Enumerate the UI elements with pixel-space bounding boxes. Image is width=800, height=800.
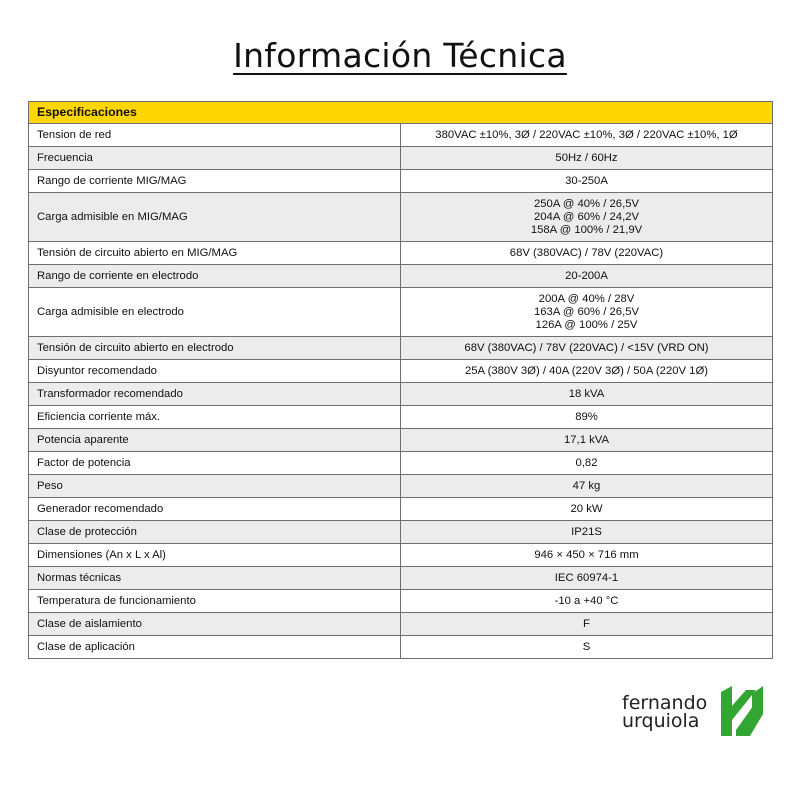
table-row: [29, 406, 773, 429]
logo-line-2: urquiola: [622, 710, 700, 732]
spec-label: Peso: [29, 475, 401, 498]
spec-value: [401, 567, 773, 590]
spec-value: [401, 360, 773, 383]
spec-value-line: 250A @ 40% / 26,5V: [533, 197, 640, 210]
spec-value-line: 126A @ 100% / 25V: [535, 318, 638, 331]
spec-value-line: 380VAC ±10%, 3Ø / 220VAC ±10%, 3Ø / 220VAC ±10%, 1Ø: [435, 128, 738, 141]
logo-line-1: fernando: [622, 692, 708, 714]
spec-value-line: F: [583, 617, 590, 630]
spec-label: Potencia aparente: [29, 429, 401, 452]
spec-value-line: 18 kVA: [568, 387, 605, 400]
spec-value: [401, 429, 773, 452]
spec-value-line: 946 × 450 × 716 mm: [534, 548, 639, 561]
spec-value: [401, 124, 773, 147]
spec-label: Clase de aislamiento: [29, 613, 401, 636]
spec-value: [401, 383, 773, 406]
spec-label: Temperatura de funcionamiento: [29, 590, 401, 613]
spec-label: Frecuencia: [29, 147, 401, 170]
spec-value-line: 68V (380VAC) / 78V (220VAC): [509, 246, 664, 259]
spec-value-line: 163A @ 60% / 26,5V: [533, 305, 640, 318]
spec-value: [401, 170, 773, 193]
spec-value: [401, 406, 773, 429]
spec-value-line: 0,82: [575, 456, 598, 469]
spec-label: Clase de aplicación: [29, 636, 401, 659]
spec-value-line: 25A (380V 3Ø) / 40A (220V 3Ø) / 50A (220V 1Ø): [464, 364, 709, 377]
spec-label: Transformador recomendado: [29, 383, 401, 406]
spec-label: Tensión de circuito abierto en electrodo: [29, 337, 401, 360]
spec-value: [401, 613, 773, 636]
spec-value-line: 68V (380VAC) / 78V (220VAC) / <15V (VRD ON): [464, 341, 709, 354]
spec-label: Dimensiones (An x L x Al): [29, 544, 401, 567]
spec-label: Carga admisible en electrodo: [29, 288, 401, 337]
logo-mark-icon: [720, 684, 764, 738]
table-row: [29, 170, 773, 193]
spec-value-line: 204A @ 60% / 24,2V: [533, 210, 640, 223]
spec-value-line: 17,1 kVA: [563, 433, 609, 446]
spec-value-line: 158A @ 100% / 21,9V: [530, 223, 643, 236]
spec-value: [401, 498, 773, 521]
spec-value: [401, 475, 773, 498]
spec-value: [401, 452, 773, 475]
table-row: [29, 383, 773, 406]
table-row: [29, 265, 773, 288]
table-row: [29, 193, 773, 242]
spec-label: Rango de corriente en electrodo: [29, 265, 401, 288]
spec-value-line: 20 kW: [570, 502, 603, 515]
table-row: [29, 636, 773, 659]
table-row: [29, 544, 773, 567]
spec-value-line: -10 a +40 °C: [554, 594, 619, 607]
table-row: [29, 288, 773, 337]
table-row: [29, 567, 773, 590]
spec-label: Normas técnicas: [29, 567, 401, 590]
spec-value-line: 200A @ 40% / 28V: [538, 292, 635, 305]
spec-label: Carga admisible en MIG/MAG: [29, 193, 401, 242]
spec-value-line: IP21S: [571, 525, 602, 538]
spec-label: Rango de corriente MIG/MAG: [29, 170, 401, 193]
table-row: [29, 475, 773, 498]
spec-label: Disyuntor recomendado: [29, 360, 401, 383]
spec-value: [401, 337, 773, 360]
spec-label: Generador recomendado: [29, 498, 401, 521]
spec-value-line: 30-250A: [565, 174, 608, 187]
logo-wordmark: [622, 694, 707, 730]
table-row: [29, 360, 773, 383]
table-row: [29, 429, 773, 452]
table-row: [29, 590, 773, 613]
table-header-row: [29, 102, 773, 124]
spec-label: Tensión de circuito abierto en MIG/MAG: [29, 242, 401, 265]
company-logo: [622, 684, 772, 740]
spec-label: Factor de potencia: [29, 452, 401, 475]
spec-value: [401, 521, 773, 544]
spec-value: [401, 242, 773, 265]
table-row: [29, 147, 773, 170]
table-header: Especificaciones: [29, 102, 773, 124]
spec-value-line: 47 kg: [572, 479, 601, 492]
spec-value: [401, 147, 773, 170]
table-row: [29, 521, 773, 544]
spec-value: [401, 193, 773, 242]
spec-label: Eficiencia corriente máx.: [29, 406, 401, 429]
page-title: Información Técnica: [233, 36, 567, 75]
spec-value-line: 89%: [575, 410, 598, 423]
table-row: [29, 613, 773, 636]
table-row: [29, 124, 773, 147]
spec-value: [401, 544, 773, 567]
table-row: [29, 242, 773, 265]
spec-label: Clase de protección: [29, 521, 401, 544]
table-row: [29, 337, 773, 360]
spec-value: [401, 288, 773, 337]
spec-label: Tension de red: [29, 124, 401, 147]
spec-value: [401, 590, 773, 613]
spec-value-line: 50Hz / 60Hz: [555, 151, 618, 164]
spec-value-line: 20-200A: [565, 269, 608, 282]
specifications-table: [28, 101, 773, 659]
spec-value-line: IEC 60974-1: [554, 571, 619, 584]
table-row: [29, 498, 773, 521]
spec-value-line: S: [582, 640, 591, 653]
spec-value: [401, 636, 773, 659]
spec-value: [401, 265, 773, 288]
table-row: [29, 452, 773, 475]
